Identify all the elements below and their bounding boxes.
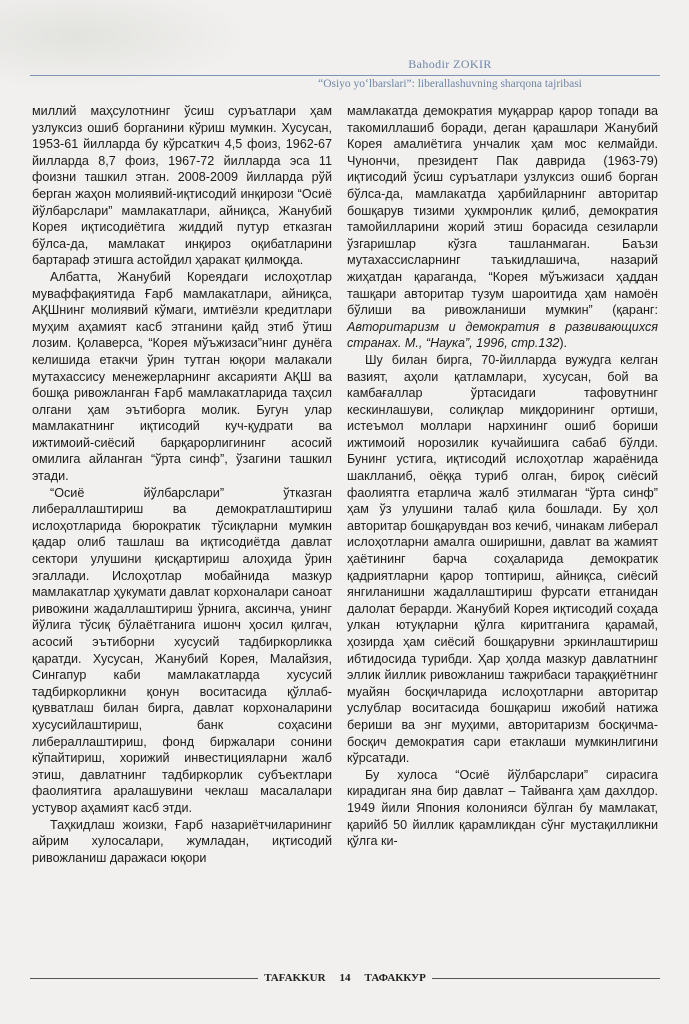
paragraph: Бу хулоса “Осиё йўлбарслари” сирасига кирадиган яна бир давлат – Тайванга ҳам дахлдор. 1949 йили Япония колонияси бўлган бу мамлакат, қарийб 50 йиллик қарамликдан сўнг мустақилликни қўлга ки- (347, 767, 658, 849)
paragraph: миллий маҳсулотнинг ўсиш суръатлари ҳам узлуксиз ошиб борганини кўриш мумкин. Хусусан, 1953-61 йилларда бу кўрсаткич 4,5 фоиз, 1962-67 йилларда 8,7 фоиз, 1967-72 йилларда эса 11 фоизни ташкил этган. 2008-2009 йилларда рўй берган жаҳон молиявий-иқтисодий инқирози “Осиё йўлбарслари” мамлакатлари, айниқса, Жанубий Корея иқтисодиётига жиддий путур етказган бўлса-да, мамлакат инқироз оқибатларини бартараф этишга астойдил ҳаракат қилмоқда. (32, 104, 332, 268)
article-title: “Osiyo yo‘lbarslari”: liberallashuvning sharqona tajribasi (318, 78, 582, 90)
paragraph-text: мамлакатда демократия муқаррар қарор топади ва такомиллашиб боради, деган қарашлари Жанубий Корея амалиётига унчалик ҳам мос келмайди. Чунончи, президент Пак даврида (1963-79) иқтисодий ўсиш суръатлари узлуксиз ошиб борган бўлса-да, мамлакатда ҳарбийларнинг авторитар бошқарув тизими ҳукмронлик қилиб, демократия тамойилларини жорий этиш борасида сезиларли ўзгаришлар кўзга ташланмаган. Баъзи мутахассисларнинг таъкидлашича, назарий жиҳатдан қараганда, “Корея мўъжизаси ҳаддан ташқари авторитар тузум шароитида ҳам намоён бўлиши ва ривожланиши мумкин” (қаранг: (347, 104, 658, 318)
author-name: Bahodir ZOKIR (408, 57, 492, 71)
paragraph: Шу билан бирга, 70-йилларда вужудга келган вазият, аҳоли қатламлари, хусусан, бой ва камбағаллар ўртасидаги тафовутнинг кескинлашуви, солиқлар миқдорининг ортиши, истеъмол моллари нархининг ошиб бориши ижтимоий норозилик кучайишига сабаб бўлди. Бунинг устига, иқтисодий ислоҳотлар жараёнида шаклланиб, оёққа туриб олган, бироқ сиёсий фаолиятга етарлича жалб этилмаган “ўрта синф” ҳам ўз улушини талаб қила бошлади. Бу ҳол авторитар бошқарувдан воз кечиб, чинакам либерал ислоҳотларни амалга оширишни, давлат ва жамият ҳаётининг барча соҳаларида демократик қадриятларни қарор топтириш, айниқса, сиёсий янгиланишни жадаллаштириш фурсати етганидан далолат берарди. Жанубий Корея иқтисодий соҳада улкан ютуқларни қўлга киритганига қарамай, ҳозирда ҳам сиёсий бошқарувни эркинлаштириш ибтидосида турибди. Ҳар ҳолда мазкур давлатнинг эллик йиллик ривожланиш тажрибаси тараққиётнинг муайян босқичларида ислоҳотларни авторитар услублар воситасида бошқариш ижобий натижа бериши ва энг муҳими, авторитаризм босқичма-босқич демократия сари етаклаши мумкинлигини кўрсатади. (347, 352, 658, 766)
running-header (30, 57, 660, 90)
paragraph-text: ). (559, 336, 568, 351)
footer-title-latin: TAFAKKUR (264, 972, 326, 984)
paragraph (347, 103, 658, 352)
citation: Авторитаризм и демократия в развивающихся странах. М., “Наука”, 1996, стр.132 (347, 319, 658, 351)
footer-rule-right (432, 978, 660, 979)
page-number: 14 (339, 972, 351, 984)
footer-title-cyrillic: ТАФАККУР (364, 972, 426, 984)
page-footer (30, 970, 660, 986)
header-divider (30, 75, 660, 76)
right-column (347, 103, 658, 850)
left-column (32, 103, 332, 866)
paragraph: Таҳкидлаш жоизки, Ғарб назариётчиларининг айрим хулосалари, жумладан, иқтисодий ривожланиш даражаси юқори (32, 817, 332, 865)
paragraph: Албатта, Жанубий Кореядаги ислоҳотлар муваффақиятида Ғарб мамлакатлари, айниқса, АҚШнинг молиявий кўмаги, имтиёзли кредитлари муҳим аҳамият касб этганини қайд этиб ўтиш лозим. Қолаверса, “Корея мўъжизаси”нинг дунёга келишида етакчи ўрин тутган юқори малакали мутахассису менежерларнинг аксарияти АҚШ ва бошқа ривожланган Ғарб мамлакатларида таҳсил олгани ҳам эътиборга молик. Бугун улар мамлакатнинг иқтисодий куч-қудрати ва ижтимоий-сиёсий барқарорлигининг асосий омилига айланган “ўрта синф”, ўзагини ташкил этади. (32, 269, 332, 484)
paragraph: “Осиё йўлбарслари” ўтказган либераллаштириш ва демократлаштириш ислоҳотларида бюрократик тўсиқларни мумкин қадар олиб ташлаш ва иқтисодиётда давлат сектори улушини қисқартириш алоҳида ўрин эгаллади. Ислоҳотлар мобайнида мазкур мамлакатлар ҳукумати давлат корхоналари саноат ривожини жадаллаштириш ўрнига, аксинча, унинг йўлига тўсиқ бўлаётганига ишонч ҳосил қилгач, асосий эътиборни хусусий тадбиркорликка қаратди. Хусусан, Жанубий Корея, Малайзия, Сингапур каби мамлакатларда хусусий тадбиркорликни қонун воситасида қўллаб-қувватлаш билан бирга, давлат корхоналарини хусусийлаштириш, банк соҳасини либераллаштириш, фонд биржалари сонини кўпайтириш, хорижий инвестицияларни жалб этиш, давлатнинг тадбиркорлик субъектлари фаолиятига аралашувини чеклаш масалалари устувор аҳамият касб этди. (32, 485, 332, 815)
footer-rule-left (30, 978, 258, 979)
